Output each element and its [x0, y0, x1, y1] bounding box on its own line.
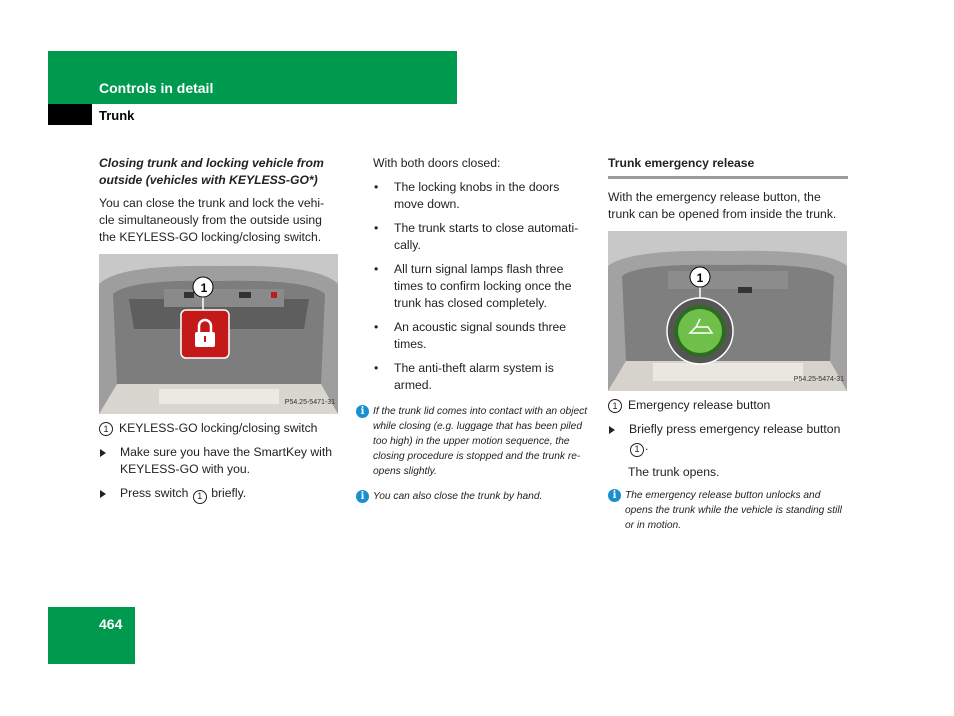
column-emergency-release [608, 155, 848, 543]
subsection-title: Trunk [99, 108, 135, 123]
step-result: The trunk opens. [628, 464, 720, 479]
list-item [373, 261, 592, 312]
emergency-release-image [608, 231, 847, 391]
trunk-lid-illustration [99, 254, 338, 414]
step-text: Make sure you have the SmartKey with KEYLESS-GO with you. [120, 445, 333, 476]
note-text: You can also close the trunk by hand. [373, 491, 543, 502]
callout-circle: 1 [193, 490, 207, 504]
step-text [629, 421, 848, 457]
image-code: P54.25-5471-31 [284, 399, 335, 406]
image-code: P54.25-5474-31 [793, 376, 844, 383]
list-item [373, 220, 592, 254]
list-item-text: The anti-theft alarm system is armed. [394, 361, 554, 392]
list-item-text: All turn signal lamps flash three times to confirm locking once the trunk has closed completely. [394, 262, 572, 310]
note-text: The emergency release button unlocks and opens the trunk while the vehicle is standing still or in motion. [625, 489, 842, 531]
column-keyless-go [99, 155, 339, 511]
step-item [99, 444, 339, 478]
step-text-post: briefly. [211, 486, 247, 500]
list-item-text: The locking knobs in the doors move down. [394, 180, 560, 211]
page-number: 464 [99, 616, 123, 632]
triangle-right-icon [609, 426, 615, 434]
triangle-right-icon [100, 449, 106, 457]
bullet-list [356, 179, 592, 394]
callout-number: 1 [200, 281, 208, 295]
list-item [373, 360, 592, 394]
callout-circle: 1 [608, 399, 622, 413]
header-band [48, 51, 457, 104]
section-title: Controls in detail [99, 80, 214, 96]
note-text: If the trunk lid comes into contact with an object while closing (e.g. luggage that has been piled too high) in the upper motion sequence, the closing procedure is stopped and the trunk re-opens slightly. [373, 406, 588, 477]
triangle-right-icon [100, 490, 106, 498]
list-item [373, 319, 592, 353]
info-icon: i [608, 489, 621, 502]
keyless-go-intro: You can close the trunk and lock the vehi-cle simultaneously from the outside using the KEYLESS-GO locking/closing switch. [99, 196, 325, 244]
column-closing-effects [356, 155, 592, 514]
step-text [120, 485, 246, 504]
emergency-release-heading: Trunk emergency release [608, 155, 848, 179]
step-text-pre: Press switch [120, 486, 189, 500]
bullet: • [374, 262, 379, 276]
step-item [99, 485, 339, 504]
list-item-text: The trunk starts to close automati-cally. [394, 221, 579, 252]
image-caption [99, 420, 339, 437]
closing-intro: With both doors closed: [373, 156, 501, 170]
callout-circle: 1 [630, 443, 644, 457]
bullet: • [374, 361, 379, 375]
list-item-text: An acoustic signal sounds three times. [394, 320, 567, 351]
keyless-go-heading: Closing trunk and locking vehicle from outside (vehicles with KEYLESS-GO*) [99, 156, 324, 187]
image-caption [608, 397, 848, 414]
list-item [373, 179, 592, 213]
bullet: • [374, 320, 379, 334]
step-text-pre: Briefly press emergency release button [629, 422, 841, 436]
callout-circle: 1 [99, 422, 113, 436]
trunk-interior-illustration [608, 231, 847, 391]
info-note [608, 488, 848, 533]
subsection-marker [48, 104, 92, 125]
info-note [356, 404, 592, 479]
info-icon: i [356, 405, 369, 418]
step-text-post: . [645, 439, 649, 453]
callout-number: 1 [696, 271, 704, 285]
keyless-go-switch-image [99, 254, 338, 414]
step-item [608, 421, 848, 457]
caption-text: KEYLESS-GO locking/closing switch [119, 421, 318, 435]
bullet: • [374, 180, 379, 194]
caption-text: Emergency release button [628, 398, 771, 412]
bullet: • [374, 221, 379, 235]
info-note [356, 489, 592, 504]
info-icon: i [356, 490, 369, 503]
emergency-release-intro: With the emergency release button, the trunk can be opened from inside the trunk. [608, 190, 837, 221]
